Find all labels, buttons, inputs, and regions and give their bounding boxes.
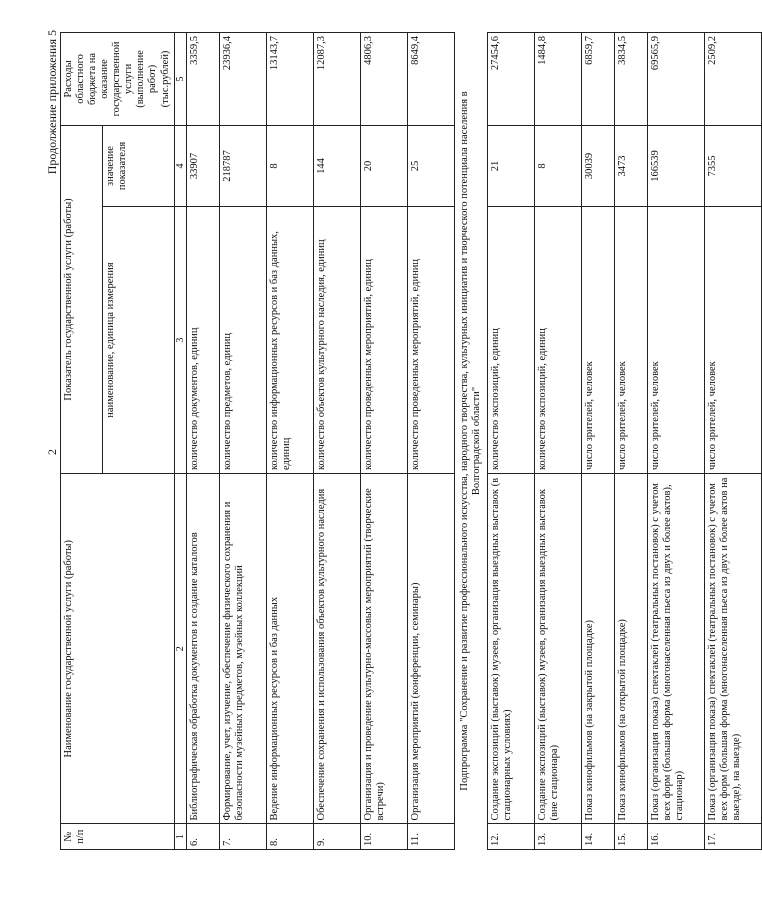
indicator-value: 30039 xyxy=(582,125,615,206)
service-name: Создание экспозиций (выставок) музеев, организация выездных выставок (вне стационара) xyxy=(535,474,582,824)
indicator-name: число зрителей, человек xyxy=(582,207,615,474)
rotated-document-page xyxy=(40,22,743,882)
page-number: 2 xyxy=(45,449,59,455)
column-index: 2 xyxy=(174,474,187,824)
column-index: 3 xyxy=(174,207,187,474)
table-row xyxy=(582,33,615,850)
service-name: Показ (организация показа) спектаклей (театральных постановок) с учетом всех форм (большая форма (многонаселенная пьеса из двух и более актов на выезде), на выезде) xyxy=(705,474,762,824)
expenses-value: 8649,4 xyxy=(408,33,455,126)
service-name: Организация мероприятий (конференции, семинары) xyxy=(408,474,455,824)
service-name: Показ кинофильмов (на открытой площадке) xyxy=(615,474,648,824)
table-row xyxy=(361,33,408,850)
column-index: 5 xyxy=(174,33,187,126)
service-name: Ведение информационных ресурсов и баз данных xyxy=(267,474,314,824)
table-row xyxy=(408,33,455,850)
table-row xyxy=(615,33,648,850)
table-row xyxy=(314,33,361,850)
row-number: 13. xyxy=(535,824,582,850)
table-row xyxy=(535,33,582,850)
service-name: Организация и проведение культурно-массовых мероприятий (творческие встречи) xyxy=(361,474,408,824)
indicator-value: 20 xyxy=(361,125,408,206)
row-number: 17. xyxy=(705,824,762,850)
table-row xyxy=(705,33,762,850)
header-col-indicator-value: значение показателя xyxy=(102,125,174,206)
service-name: Создание экспозиций (выставок) музеев, организация выездных выставок (в стационарных условиях) xyxy=(488,474,535,824)
indicator-name: число зрителей, человек xyxy=(615,207,648,474)
indicator-value: 33907 xyxy=(187,125,220,206)
expenses-value: 12087,3 xyxy=(314,33,361,126)
expenses-value: 1484,8 xyxy=(535,33,582,126)
indicator-name: количество проведенных мероприятий, единиц xyxy=(408,207,455,474)
expenses-value: 69565,9 xyxy=(648,33,705,126)
indicator-name: количество документов, единиц xyxy=(187,207,220,474)
indicator-name: количество предметов, единиц xyxy=(220,207,267,474)
table-row xyxy=(187,33,220,850)
service-name: Формирование, учет, изучение, обеспечение физического сохранения и безопасности музейных предметов, музейных коллекций xyxy=(220,474,267,824)
row-number: 8. xyxy=(267,824,314,850)
indicator-value: 7355 xyxy=(705,125,762,206)
table-row xyxy=(267,33,314,850)
row-number: 15. xyxy=(615,824,648,850)
subprogram-row xyxy=(455,33,488,850)
indicator-value: 3473 xyxy=(615,125,648,206)
appendix-label: Продолжение приложения 5 xyxy=(45,30,59,175)
expenses-value: 27454,6 xyxy=(488,33,535,126)
row-number: 14. xyxy=(582,824,615,850)
indicator-value: 8 xyxy=(535,125,582,206)
table-row xyxy=(648,33,705,850)
row-number: 11. xyxy=(408,824,455,850)
indicator-value: 25 xyxy=(408,125,455,206)
service-name: Обеспечение сохранения и использования объектов культурного наследия xyxy=(314,474,361,824)
header-col-number: № п/п xyxy=(61,824,175,850)
subprogram-title: Подпрограмма "Сохранение и развитие профессионального искусства, народного творчества, культурных инициатив и творческого потенциала населения в Волгоградской области" xyxy=(455,33,488,850)
service-name: Показ (организация показа) спектаклей (театральных постановок) с учетом всех форм (большая форма (многонаселенная пьеса из двух и более актов), стационар) xyxy=(648,474,705,824)
indicator-value: 166539 xyxy=(648,125,705,206)
indicator-value: 144 xyxy=(314,125,361,206)
indicator-name: количество проведенных мероприятий, единиц xyxy=(361,207,408,474)
row-number: 10. xyxy=(361,824,408,850)
row-number: 6. xyxy=(187,824,220,850)
expenses-value: 3359,5 xyxy=(187,33,220,126)
indicator-value: 21 xyxy=(488,125,535,206)
header-col-service-name: Наименование государственной услуги (работы) xyxy=(61,474,175,824)
indicator-name: число зрителей, человек xyxy=(648,207,705,474)
row-number: 7. xyxy=(220,824,267,850)
expenses-value: 23936,4 xyxy=(220,33,267,126)
column-index-row xyxy=(174,33,187,850)
row-number: 12. xyxy=(488,824,535,850)
indicator-value: 8 xyxy=(267,125,314,206)
row-number: 16. xyxy=(648,824,705,850)
table-row xyxy=(220,33,267,850)
column-index: 4 xyxy=(174,125,187,206)
header-col-expenses: Расходы областного бюджета на оказание государственной услуги (выполнение работ) (тыс.рублей) xyxy=(61,33,175,126)
service-name: Библиографическая обработка документов и создание каталогов xyxy=(187,474,220,824)
row-number: 9. xyxy=(314,824,361,850)
expenses-value: 2509,2 xyxy=(705,33,762,126)
indicator-name: количество объектов культурного наследия, единиц xyxy=(314,207,361,474)
header-col-indicator-name: наименование, единица измерения xyxy=(102,207,174,474)
expenses-value: 3834,5 xyxy=(615,33,648,126)
header-col-indicator-group: Показатель государственной услуги (работы) xyxy=(61,125,103,473)
expenses-value: 13143,7 xyxy=(267,33,314,126)
indicator-name: количество экспозиций, единиц xyxy=(488,207,535,474)
column-index: 1 xyxy=(174,824,187,850)
indicator-value: 218787 xyxy=(220,125,267,206)
services-table xyxy=(60,32,762,850)
indicator-name: количество экспозиций, единиц xyxy=(535,207,582,474)
expenses-value: 4806,3 xyxy=(361,33,408,126)
service-name: Показ кинофильмов (на закрытой площадке) xyxy=(582,474,615,824)
indicator-name: количество информационных ресурсов и баз данных, единиц xyxy=(267,207,314,474)
table-row xyxy=(488,33,535,850)
header-row xyxy=(61,33,103,850)
expenses-value: 6859,7 xyxy=(582,33,615,126)
indicator-name: число зрителей, человек xyxy=(705,207,762,474)
